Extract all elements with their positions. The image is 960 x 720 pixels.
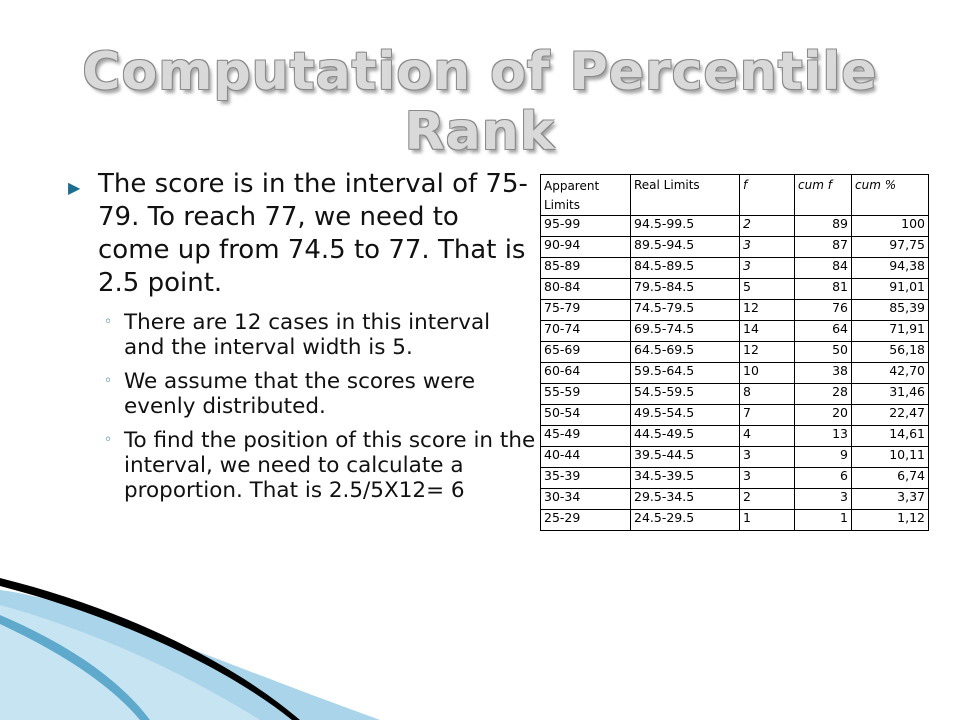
cell-apparent-limits: 25-29 <box>541 510 631 531</box>
cell-cum-percent: 85,39 <box>852 300 929 321</box>
cell-apparent-limits: 60-64 <box>541 363 631 384</box>
cell-cum-percent: 3,37 <box>852 489 929 510</box>
cell-real-limits: 49.5-54.5 <box>631 405 740 426</box>
cell-f: 12 <box>740 342 795 363</box>
cell-cum-percent: 56,18 <box>852 342 929 363</box>
cell-apparent-limits: 95-99 <box>541 216 631 237</box>
sub-bullet <box>66 310 536 360</box>
cell-f: 4 <box>740 426 795 447</box>
cell-cum-f: 87 <box>795 237 852 258</box>
cell-real-limits: 84.5-89.5 <box>631 258 740 279</box>
sub-bullet <box>66 428 536 503</box>
header-f: f <box>740 175 795 216</box>
sub-bullet-text: There are 12 cases in this interval and the interval width is 5. <box>124 310 491 360</box>
cell-f: 2 <box>740 216 795 237</box>
cell-cum-percent: 100 <box>852 216 929 237</box>
cell-cum-percent: 14,61 <box>852 426 929 447</box>
cell-f: 3 <box>740 468 795 489</box>
cell-cum-percent: 97,75 <box>852 237 929 258</box>
cell-cum-f: 3 <box>795 489 852 510</box>
cell-real-limits: 69.5-74.5 <box>631 321 740 342</box>
circle-bullet-icon: ◦ <box>104 432 113 448</box>
cell-apparent-limits: 40-44 <box>541 447 631 468</box>
cell-cum-f: 76 <box>795 300 852 321</box>
table-header-row <box>541 175 929 216</box>
cell-apparent-limits: 80-84 <box>541 279 631 300</box>
bullet-area <box>66 168 536 503</box>
cell-real-limits: 39.5-44.5 <box>631 447 740 468</box>
cell-f: 3 <box>740 237 795 258</box>
table-row <box>541 468 929 489</box>
table-row <box>541 447 929 468</box>
cell-apparent-limits: 75-79 <box>541 300 631 321</box>
cell-cum-f: 89 <box>795 216 852 237</box>
cell-f: 14 <box>740 321 795 342</box>
table-row <box>541 300 929 321</box>
cell-f: 5 <box>740 279 795 300</box>
cell-f: 3 <box>740 258 795 279</box>
cell-apparent-limits: 90-94 <box>541 237 631 258</box>
cell-f: 1 <box>740 510 795 531</box>
table-row <box>541 489 929 510</box>
cell-cum-f: 84 <box>795 258 852 279</box>
table-body <box>541 216 929 531</box>
cell-cum-f: 28 <box>795 384 852 405</box>
cell-cum-f: 81 <box>795 279 852 300</box>
cell-real-limits: 94.5-99.5 <box>631 216 740 237</box>
header-cum-percent: cum % <box>852 175 929 216</box>
cell-apparent-limits: 85-89 <box>541 258 631 279</box>
cell-apparent-limits: 45-49 <box>541 426 631 447</box>
frequency-table <box>540 174 929 531</box>
cell-f: 8 <box>740 384 795 405</box>
cell-cum-percent: 42,70 <box>852 363 929 384</box>
sub-bullet-text: We assume that the scores were evenly distributed. <box>124 369 476 419</box>
cell-f: 7 <box>740 405 795 426</box>
cell-f: 12 <box>740 300 795 321</box>
table-row <box>541 342 929 363</box>
main-bullet <box>66 168 536 300</box>
header-cum-f: cum f <box>795 175 852 216</box>
table-row <box>541 216 929 237</box>
decorative-wave <box>0 560 960 720</box>
cell-cum-percent: 10,11 <box>852 447 929 468</box>
cell-apparent-limits: 50-54 <box>541 405 631 426</box>
cell-apparent-limits: 70-74 <box>541 321 631 342</box>
circle-bullet-icon: ◦ <box>104 314 113 330</box>
table-row <box>541 321 929 342</box>
cell-cum-f: 6 <box>795 468 852 489</box>
cell-real-limits: 54.5-59.5 <box>631 384 740 405</box>
header-apparent-limits: Apparent Limits <box>541 175 631 216</box>
cell-cum-f: 64 <box>795 321 852 342</box>
cell-cum-percent: 1,12 <box>852 510 929 531</box>
table-row <box>541 363 929 384</box>
arrow-bullet-icon: ▶ <box>68 178 81 197</box>
cell-f: 10 <box>740 363 795 384</box>
cell-cum-percent: 91,01 <box>852 279 929 300</box>
cell-cum-percent: 22,47 <box>852 405 929 426</box>
main-bullet-text: The score is in the interval of 75-79. To reach 77, we need to come up from 74.5 to 77. That is 2.5 point. <box>98 169 528 298</box>
cell-apparent-limits: 35-39 <box>541 468 631 489</box>
table-row <box>541 237 929 258</box>
cell-real-limits: 79.5-84.5 <box>631 279 740 300</box>
cell-cum-percent: 71,91 <box>852 321 929 342</box>
circle-bullet-icon: ◦ <box>104 373 113 389</box>
cell-cum-f: 20 <box>795 405 852 426</box>
header-real-limits: Real Limits <box>631 175 740 216</box>
cell-real-limits: 44.5-49.5 <box>631 426 740 447</box>
table-row <box>541 258 929 279</box>
cell-cum-f: 38 <box>795 363 852 384</box>
cell-apparent-limits: 30-34 <box>541 489 631 510</box>
table-row <box>541 405 929 426</box>
cell-apparent-limits: 65-69 <box>541 342 631 363</box>
cell-f: 2 <box>740 489 795 510</box>
cell-cum-percent: 6,74 <box>852 468 929 489</box>
slide-title: Computation of Percentile Rank <box>82 42 878 162</box>
sub-bullet-text: To find the position of this score in the interval, we need to calculate a proportion. That is 2.5/5X12= 6 <box>124 428 536 503</box>
sub-bullet <box>66 369 536 419</box>
cell-apparent-limits: 55-59 <box>541 384 631 405</box>
cell-cum-percent: 31,46 <box>852 384 929 405</box>
cell-cum-f: 9 <box>795 447 852 468</box>
table-row <box>541 426 929 447</box>
cell-real-limits: 59.5-64.5 <box>631 363 740 384</box>
cell-cum-f: 13 <box>795 426 852 447</box>
cell-cum-percent: 94,38 <box>852 258 929 279</box>
cell-real-limits: 29.5-34.5 <box>631 489 740 510</box>
cell-real-limits: 34.5-39.5 <box>631 468 740 489</box>
cell-f: 3 <box>740 447 795 468</box>
table-row <box>541 384 929 405</box>
table-row <box>541 279 929 300</box>
cell-real-limits: 64.5-69.5 <box>631 342 740 363</box>
cell-cum-f: 1 <box>795 510 852 531</box>
cell-real-limits: 74.5-79.5 <box>631 300 740 321</box>
cell-real-limits: 24.5-29.5 <box>631 510 740 531</box>
table-row <box>541 510 929 531</box>
cell-real-limits: 89.5-94.5 <box>631 237 740 258</box>
cell-cum-f: 50 <box>795 342 852 363</box>
